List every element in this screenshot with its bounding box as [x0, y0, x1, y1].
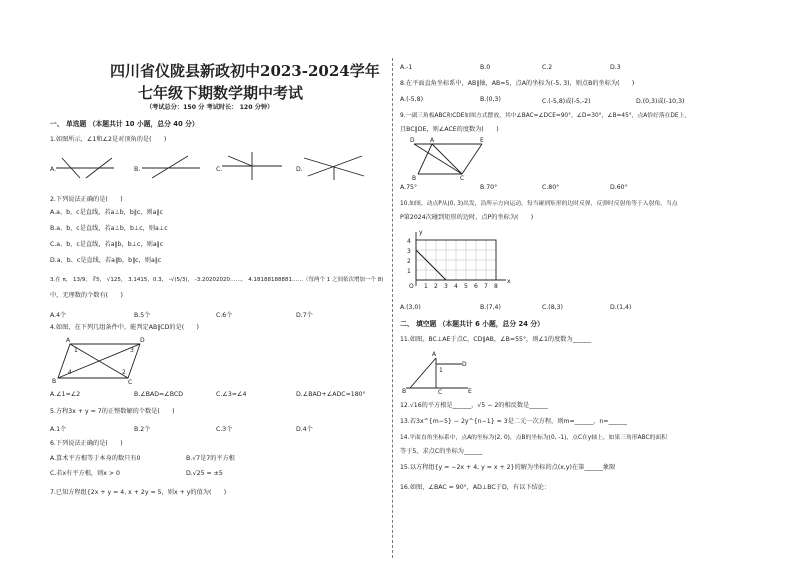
- svg-text:C: C: [460, 175, 465, 182]
- question-14-cont: 等于5，求点C的坐标为______: [400, 448, 483, 455]
- question-8: 8.在平面直角坐标系中，AB∥轴，AB=5，点A的坐标为(-5, 3)，则点B的坐标为( ): [400, 80, 635, 87]
- q10-option-a: A.(3,0): [400, 304, 421, 311]
- question-14: 14.平面直角坐标系中，点A的坐标为(2, 0)，点B的坐标为(0, -1)，点C在y轴上，如果三角形ABC的面积: [400, 435, 667, 441]
- q1-figure-d: [304, 152, 366, 180]
- question-7: 7.已知方程组{2x + y = 4, x + 2y = 5，则x + y的值为( ): [50, 489, 227, 496]
- q4-option-d: D.∠BAD+∠ADC=180°: [296, 391, 366, 398]
- right-column: [400, 0, 768, 562]
- svg-text:1: 1: [424, 283, 428, 290]
- svg-text:E: E: [480, 137, 484, 144]
- q3-option-a: A.4个: [50, 312, 67, 319]
- q4-option-c: C.∠3=∠4: [216, 391, 247, 398]
- question-10-cont: P第2024次碰到矩形的边时，点P的坐标为( ): [400, 214, 534, 221]
- svg-text:C: C: [438, 389, 443, 396]
- question-9-cont: 且BC∥DE，则∠ACE的度数为( ): [400, 126, 499, 133]
- question-3: 3.在 π， 13/9， ∛5， √125， 3.1415，0.3， -√(5/3)， -3.20202020……， 4.18188188881……（每两个 1 之间依次增加一个 8): [50, 277, 384, 283]
- svg-text:5: 5: [464, 283, 468, 290]
- q10-option-b: B.(7,4): [480, 304, 501, 311]
- svg-text:A: A: [430, 137, 435, 144]
- q6-option-d: D.√25 = ±5: [186, 470, 223, 477]
- svg-text:A: A: [432, 351, 437, 358]
- svg-text:D: D: [410, 137, 415, 144]
- q8-option-a: A.(-5,8): [400, 96, 423, 103]
- svg-text:D: D: [462, 361, 467, 368]
- q1-option-a: A.: [50, 166, 57, 173]
- svg-text:x: x: [507, 278, 511, 285]
- q9-option-b: B.70°: [480, 184, 498, 191]
- q4-option-a: A.∠1=∠2: [50, 391, 81, 398]
- question-5: 5.方程3x + y = 7的正整数解的个数是( ): [50, 408, 175, 415]
- question-10: 10.如图，动点P从(0, 3)出发，沿所示方向运动，每当碰到矩形的边时反弹，反弹时反射角等于入射角，当点: [400, 201, 678, 207]
- q9-option-d: D.60°: [610, 184, 628, 191]
- svg-text:2: 2: [434, 283, 438, 290]
- q7-option-b: B.0: [480, 64, 491, 71]
- question-15: 15.以方程组{y = −2x + 4, y = x + 2}的解为坐标的点(x,y)在第______象限: [400, 464, 616, 471]
- svg-text:3: 3: [407, 248, 411, 255]
- q3-option-b: B.5个: [134, 312, 151, 319]
- exam-info: （考试总分：150 分 考试时长： 120 分钟）: [146, 104, 274, 111]
- q10-grid-figure: [406, 230, 516, 292]
- question-4: 4.如图，在下列几组条件中，能判定AB∥CD的是( ): [50, 324, 199, 331]
- q8-option-b: B.(0,3): [480, 96, 501, 103]
- question-2: 2.下列说法正确的是( ): [50, 196, 123, 203]
- svg-text:1: 1: [407, 268, 411, 275]
- q9-option-c: C.80°: [542, 184, 560, 191]
- q1-option-d: D.: [296, 166, 303, 173]
- q3-option-c: C.6个: [216, 312, 233, 319]
- q1-figure-a: [56, 154, 116, 180]
- title-line-1: 四川省仪陇县新政初中2023-2024学年: [110, 62, 380, 80]
- svg-text:B: B: [402, 388, 407, 395]
- left-column: [38, 0, 390, 562]
- question-11: 11.如图，BC⊥AE于点C，CD∥AB，∠B=55°，则∠1的度数为______: [400, 336, 592, 343]
- q10-option-d: D.(1,4): [610, 304, 632, 311]
- svg-text:O: O: [409, 283, 414, 290]
- q3-option-d: D.7个: [296, 312, 313, 319]
- svg-text:2: 2: [407, 258, 411, 265]
- q5-option-d: D.4个: [296, 426, 313, 433]
- q11-figure: [402, 351, 476, 396]
- svg-text:3: 3: [444, 283, 448, 290]
- q6-option-c: C.若x有平方根，则x > 0: [50, 470, 120, 477]
- q7-option-a: A.-1: [400, 64, 413, 71]
- question-13: 13.若3x^{m−5} − 2y^{n−1} = 3是二元一次方程，则m=______，n=______: [400, 418, 628, 425]
- svg-text:C: C: [128, 379, 133, 386]
- q5-option-a: A.1个: [50, 426, 67, 433]
- svg-text:B: B: [52, 378, 57, 385]
- q6-option-a: A.算术平方根等于本身的数只有0: [50, 455, 141, 462]
- svg-text:1: 1: [439, 367, 443, 374]
- svg-text:3: 3: [130, 347, 134, 354]
- svg-text:2: 2: [122, 369, 126, 376]
- title-line-2: 七年级下期数学期中考试: [138, 84, 304, 102]
- svg-text:1: 1: [74, 347, 78, 354]
- question-6: 6.下列说法正确的是( ): [50, 440, 123, 447]
- svg-text:6: 6: [474, 283, 478, 290]
- q1-figure-b: [142, 154, 202, 180]
- section-1-heading: 一、 单选题 （本题共计 10 小题，总分 40 分）: [50, 120, 199, 128]
- question-1: 1.如图所示，∠1和∠2是对顶角的是( ): [50, 136, 167, 143]
- svg-text:A: A: [66, 337, 71, 344]
- q5-option-c: C.3个: [216, 426, 233, 433]
- svg-text:4: 4: [454, 283, 458, 290]
- q6-option-b: B.√7是7的平方根: [186, 455, 235, 462]
- q2-option-c: C.a、b、c是直线，若a∥b，b⊥c，则a∥c: [50, 241, 164, 248]
- svg-text:E: E: [468, 388, 472, 395]
- q4-parallelogram-figure: [52, 337, 148, 386]
- q8-option-d: D.(0,3)或(-10,3): [636, 98, 685, 105]
- q2-option-d: D.a、b、c是直线，若a∥b，b∥c，则a∥c: [50, 257, 162, 264]
- section-2-heading: 二、 填空题 （本题共计 6 小题，总分 24 分）: [400, 320, 544, 328]
- q2-option-b: B.a、b、c是直线，若a⊥b，b⊥c，则a⊥c: [50, 225, 168, 232]
- column-divider: [392, 58, 393, 558]
- question-12: 12.√16的平方根是______，√5 − 2的相反数是______: [400, 402, 548, 409]
- svg-text:y: y: [419, 229, 423, 236]
- q10-option-c: C.(8,3): [542, 304, 563, 311]
- question-16: 16.如图，∠BAC = 90°，AD⊥BC于D，有以下结论：: [400, 484, 551, 491]
- question-3-cont: 中，无理数的个数有( ): [50, 292, 123, 299]
- q5-option-b: B.2个: [134, 426, 151, 433]
- q1-figure-c: [222, 152, 284, 180]
- q2-option-a: A.a、b、c是直线，若a⊥b，b∥c，则a∥c: [50, 209, 163, 216]
- svg-text:B: B: [412, 175, 417, 182]
- q9-triangle-figure: [412, 138, 492, 180]
- q7-option-d: D.3: [610, 64, 621, 71]
- svg-text:4: 4: [68, 369, 72, 376]
- svg-text:7: 7: [484, 283, 488, 290]
- question-9: 9.一副三角板ABC和CDE如图方式摆放，其中∠BAC=∠DCE=90°，∠D=30°，∠B=45°，点A恰好落在DE上，: [400, 113, 691, 119]
- q8-option-c: C.(-5,8)或(-5,-2): [542, 98, 591, 105]
- svg-text:4: 4: [407, 238, 411, 245]
- q1-option-c: C.: [216, 166, 223, 173]
- q1-option-b: B.: [134, 166, 141, 173]
- q4-option-b: B.∠BAD=∠BCD: [134, 391, 183, 398]
- q9-option-a: A.75°: [400, 184, 418, 191]
- svg-text:8: 8: [494, 283, 498, 290]
- svg-text:D: D: [140, 337, 145, 344]
- q7-option-c: C.2: [542, 64, 553, 71]
